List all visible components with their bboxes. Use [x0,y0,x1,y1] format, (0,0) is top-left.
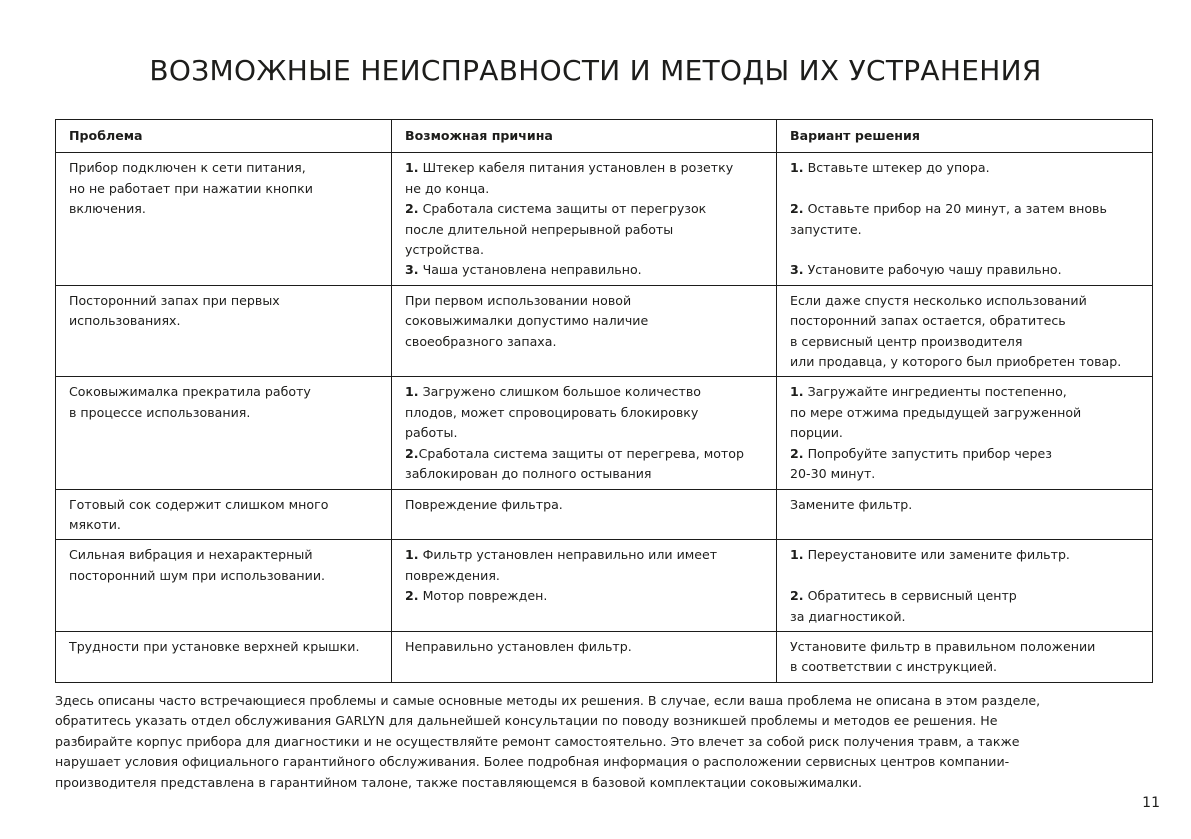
cause-text-line [405,220,772,240]
solution-text: посторонний запах остается, обратитесь [790,313,1066,329]
table-row [56,153,1153,285]
cause-cell [392,540,777,632]
table-row [56,285,1153,377]
solution-text: Вставьте штекер до упора. [803,160,990,176]
problem-text: Прибор подключен к сети питания, [69,160,306,176]
cause-text-line [405,260,772,280]
problem-text: включения. [69,201,146,217]
disclaimer-note [55,691,1152,793]
solution-text: или продавца, у которого был приобретен товар. [790,354,1122,370]
step-number: 2. [790,201,804,217]
cause-text-line [405,179,772,199]
problem-text: посторонний шум при использовании. [69,567,326,583]
cause-text: заблокирован до полного остывания [405,466,652,482]
note-line: нарушает условия официального гарантийного обслуживания. Более подробная информация о расположении сервисных центров компании- [55,754,1010,770]
solution-text-line [790,444,1148,464]
note-line: производителя представлена в гарантийном талоне, также поставляющемся в базовой комплектации соковыжималки. [55,774,862,790]
note-line: Здесь описаны часто встречающиеся проблемы и самые основные методы их решения. В случае, если ваша проблема не описана в этом разделе, [55,693,1041,708]
cause-text: своеобразного запаха. [405,333,557,349]
troubleshooting-table [55,119,1153,683]
cause-text: Неправильно установлен фильтр. [405,638,632,654]
problem-text: мякоти. [69,516,121,532]
solution-text-line [790,332,1148,352]
solution-text: по мере отжима предыдущей загруженной [790,404,1082,420]
step-number: 1. [405,384,419,400]
solution-text: Установите рабочую чашу правильно. [803,262,1062,278]
solution-text: Загружайте ингредиенты постепенно, [803,384,1067,400]
cause-text: Фильтр установлен неправильно или имеет [418,547,718,563]
solution-text: порции. [790,425,843,441]
cause-text: Сработала система защиты от перегрева, мотор [418,445,744,461]
cause-text-line [405,586,772,606]
step-number: 2. [405,588,419,604]
step-number: 2. [790,588,804,604]
table-row [56,489,1153,540]
cause-text-line [405,637,772,657]
cause-text-line [405,495,772,515]
cause-text: Мотор поврежден. [418,588,548,604]
cause-text-line [405,423,772,443]
problem-text: Посторонний запах при первых [69,292,280,308]
step-number: 1. [790,160,804,176]
solution-text-line [790,311,1148,331]
problem-text: Сильная вибрация и нехарактерный [69,547,313,563]
cause-text-line [405,332,772,352]
solution-text-line [790,607,1148,627]
solution-text-line [790,382,1148,402]
solution-cell [777,153,1153,285]
solution-text-line [790,403,1148,423]
cause-text: после длительной непрерывной работы [405,221,674,237]
problem-cell [56,489,392,540]
solution-cell [777,631,1153,682]
solution-text-line [790,291,1148,311]
cause-text: устройства. [405,242,484,258]
cause-text: Загружено слишком большое количество [418,384,701,400]
table-row [56,540,1153,632]
problem-cell [56,153,392,285]
solution-text: Замените фильтр. [790,496,913,512]
table-row [56,631,1153,682]
solution-text-line [790,352,1148,372]
cause-text-line [405,545,772,565]
cause-text-line [405,291,772,311]
step-number: 2. [405,445,419,461]
page-title: ВОЗМОЖНЫЕ НЕИСПРАВНОСТИ И МЕТОДЫ ИХ УСТРАНЕНИЯ [149,54,1042,87]
cause-text: Повреждение фильтра. [405,496,563,512]
problem-text: но не работает при нажатии кнопки [69,180,313,196]
solution-text-line [790,260,1148,280]
solution-text-line [790,545,1148,565]
cause-text-line [405,403,772,423]
spacer [790,240,1148,260]
solution-cell [777,540,1153,632]
cause-text-line [405,382,772,402]
solution-text-line [790,637,1148,657]
page-number: 11 [1142,795,1160,811]
solution-text-line [790,423,1148,443]
solution-cell [777,285,1153,377]
step-number: 1. [405,160,419,176]
solution-text-line [790,495,1148,515]
cause-text-line [405,240,772,260]
column-header-solution: Вариант решения [777,120,1153,153]
solution-cell [777,489,1153,540]
solution-text-line [790,464,1148,484]
table-header-row [56,120,1153,153]
step-number: 2. [405,201,419,217]
cause-text: повреждения. [405,567,500,583]
solution-text: Если даже спустя несколько использований [790,292,1087,308]
problem-cell [56,631,392,682]
cause-text-line [405,566,772,586]
table-body [56,153,1153,682]
spacer [790,179,1148,199]
step-number: 1. [790,384,804,400]
note-line: разбирайте корпус прибора для диагностики и не осуществляйте ремонт самостоятельно. Это влечет за собой риск получения травм, а также [55,733,1020,749]
solution-text-line [790,220,1148,240]
cause-text: работы. [405,425,458,441]
solution-cell [777,377,1153,489]
solution-text: запустите. [790,221,862,237]
solution-text: Обратитесь в сервисный центр [803,588,1017,604]
solution-text: за диагностикой. [790,608,906,624]
problem-cell [56,285,392,377]
spacer [790,566,1148,586]
cause-cell [392,489,777,540]
cause-text: соковыжималки допустимо наличие [405,313,649,329]
solution-text: Переустановите или замените фильтр. [803,547,1070,563]
cause-text: плодов, может спровоцировать блокировку [405,404,699,420]
cause-text-line [405,311,772,331]
problem-text: Соковыжималка прекратила работу [69,384,311,400]
cause-cell [392,631,777,682]
problem-text: Трудности при установке верхней крышки. [69,638,360,654]
cause-cell [392,285,777,377]
table-row [56,377,1153,489]
problem-cell [56,540,392,632]
cause-cell [392,377,777,489]
solution-text-line [790,158,1148,178]
cause-text-line [405,158,772,178]
step-number: 1. [790,547,804,563]
problem-text: в процессе использования. [69,404,251,420]
step-number: 2. [790,445,804,461]
cause-text-line [405,464,772,484]
cause-cell [392,153,777,285]
solution-text: в соответствии с инструкцией. [790,659,998,675]
solution-text: 20-30 минут. [790,466,876,482]
solution-text: в сервисный центр производителя [790,333,1023,349]
column-header-cause: Возможная причина [392,120,777,153]
cause-text: Штекер кабеля питания установлен в розетку [418,160,734,176]
step-number: 3. [790,262,804,278]
problem-text: Готовый сок содержит слишком много [69,496,329,512]
note-line: обратитесь указать отдел обслуживания GARLYN для дальнейшей консультации по поводу возникшей проблемы и методов ее решения. Не [55,713,998,729]
solution-text-line [790,199,1148,219]
problem-cell [56,377,392,489]
cause-text: Чаша установлена неправильно. [418,262,642,278]
step-number: 1. [405,547,419,563]
problem-text: использованиях. [69,313,181,329]
solution-text-line [790,586,1148,606]
solution-text: Попробуйте запустить прибор через [803,445,1052,461]
cause-text-line [405,444,772,464]
solution-text: Оставьте прибор на 20 минут, а затем вновь [803,201,1107,217]
cause-text-line [405,199,772,219]
solution-text: Установите фильтр в правильном положении [790,638,1096,654]
cause-text: При первом использовании новой [405,292,632,308]
cause-text: Сработала система защиты от перегрузок [418,201,707,217]
column-header-problem: Проблема [56,120,392,153]
cause-text: не до конца. [405,180,490,196]
step-number: 3. [405,262,419,278]
solution-text-line [790,657,1148,677]
